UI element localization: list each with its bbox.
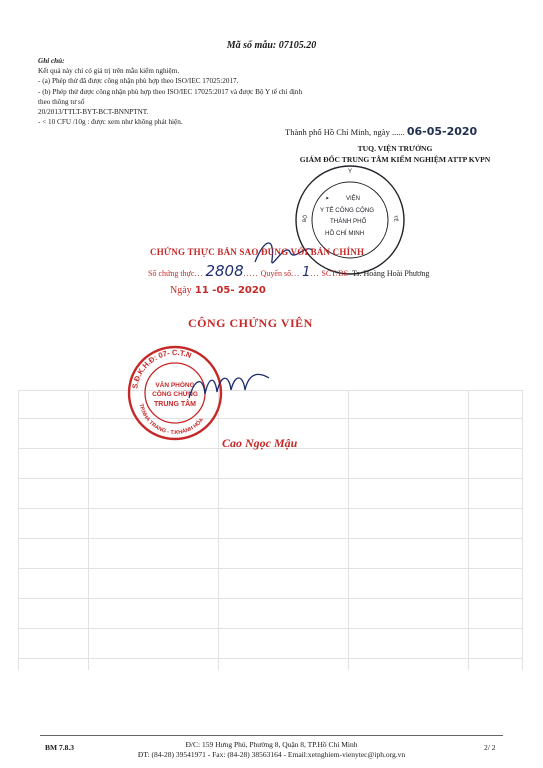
signer-line1: TUQ. VIỆN TRƯỞNG bbox=[357, 144, 433, 153]
notary-book-suffix: SCT/BS bbox=[321, 269, 349, 278]
notary-number-line: Số chứng thực... 2808..... Quyển số... 1... SCT/BS Ts. Hoàng Hoài Phương bbox=[148, 262, 430, 280]
notary-stamp-line: TRUNG TÂM bbox=[154, 401, 196, 408]
place-date-prefix: Thành phố Hồ Chí Minh, ngày bbox=[285, 127, 390, 137]
notary-name: Cao Ngọc Mậu bbox=[222, 436, 298, 450]
handwritten-date: 06-05-2020 bbox=[406, 125, 478, 138]
notary-signature bbox=[185, 368, 275, 408]
note-line: - < 10 CFU /10g : được xem như không phát hiện. bbox=[38, 118, 183, 127]
footer-contact-line: ĐT: (84-28) 39541971 - Fax: (84-28) 38563164 - Email:xetnghiem-vienytec@iph.org.vn bbox=[137, 750, 406, 759]
institute-stamp-line: THÀNH PHỐ bbox=[330, 218, 367, 225]
page-number: 2/ 2 bbox=[484, 743, 496, 752]
notes-heading: Ghi chú: bbox=[38, 57, 65, 65]
svg-text:TẾ: TẾ bbox=[391, 214, 399, 223]
notary-title: CHỨNG THỰC BẢN SAO ĐÚNG VỚI BẢN CHÍNH bbox=[150, 247, 365, 257]
institute-stamp-line: HỒ CHÍ MINH bbox=[325, 230, 365, 237]
notary-stamp-line: VĂN PHÒNG bbox=[155, 382, 195, 389]
notary-role: CÔNG CHỨNG VIÊN bbox=[188, 316, 313, 330]
form-code: Mã số mẫu: 07105.20 bbox=[226, 40, 317, 51]
footer-address bbox=[0, 740, 543, 760]
notary-date-label: Ngày bbox=[170, 285, 192, 296]
note-line: Kết quả này chỉ có giá trị trên mẫu kiểm nghiệm. bbox=[38, 67, 180, 76]
notary-date-value: 11 -05- 2020 bbox=[194, 285, 266, 296]
footer-rule bbox=[40, 735, 503, 736]
signer-line2: GIÁM ĐỐC TRUNG TÂM KIỂM NGHIỆM ATTP KVPN bbox=[299, 155, 491, 164]
institute-stamp-line: Y TẾ CÔNG CỘNG bbox=[320, 207, 375, 214]
notary-number-label: Số chứng thực bbox=[148, 269, 195, 278]
institute-stamp-line: VIỆN bbox=[346, 196, 361, 202]
notary-book-value: 1 bbox=[302, 265, 311, 280]
notary-stamp-line: CÔNG CHỨNG bbox=[152, 391, 198, 398]
notes-block bbox=[38, 56, 308, 127]
svg-text:★: ★ bbox=[324, 194, 330, 202]
notary-number-value: 2808 bbox=[205, 262, 244, 280]
notary-stamp-bottom-text: TP.NHA TRANG - T.KHÁNH HÒA bbox=[137, 403, 206, 437]
notary-date bbox=[170, 285, 266, 296]
svg-text:Y: Y bbox=[348, 169, 353, 175]
notary-stamp-ring-text: S.Đ.K.H.Đ: 07- C.T.N bbox=[130, 347, 193, 390]
note-line: - (a) Phép thử đã được công nhận phù hợp theo ISO/IEC 17025:2017. bbox=[38, 77, 239, 86]
svg-text:BỘ: BỘ bbox=[301, 214, 309, 223]
footer-address-line: Đ/C: 159 Hưng Phú, Phường 8, Quận 8, TP.Hồ Chí Minh bbox=[185, 740, 358, 749]
footer-code: BM 7.8.3 bbox=[45, 743, 74, 752]
notary-book-label: Quyển số bbox=[260, 269, 292, 278]
signer-name: Ts. Hoàng Hoài Phương bbox=[352, 269, 430, 278]
place-date bbox=[285, 125, 477, 138]
note-line: 20/2013/TTLT-BYT-BCT-BNNPTNT. bbox=[38, 108, 149, 117]
faint-background-table bbox=[18, 390, 523, 670]
place-date-dots: ...... bbox=[391, 127, 405, 137]
note-line: - (b) Phép thử được công nhận phù hợp theo ISO/IEC 17025:2017 và được Bộ Y tế chỉ định theo thông tư số bbox=[38, 87, 303, 106]
